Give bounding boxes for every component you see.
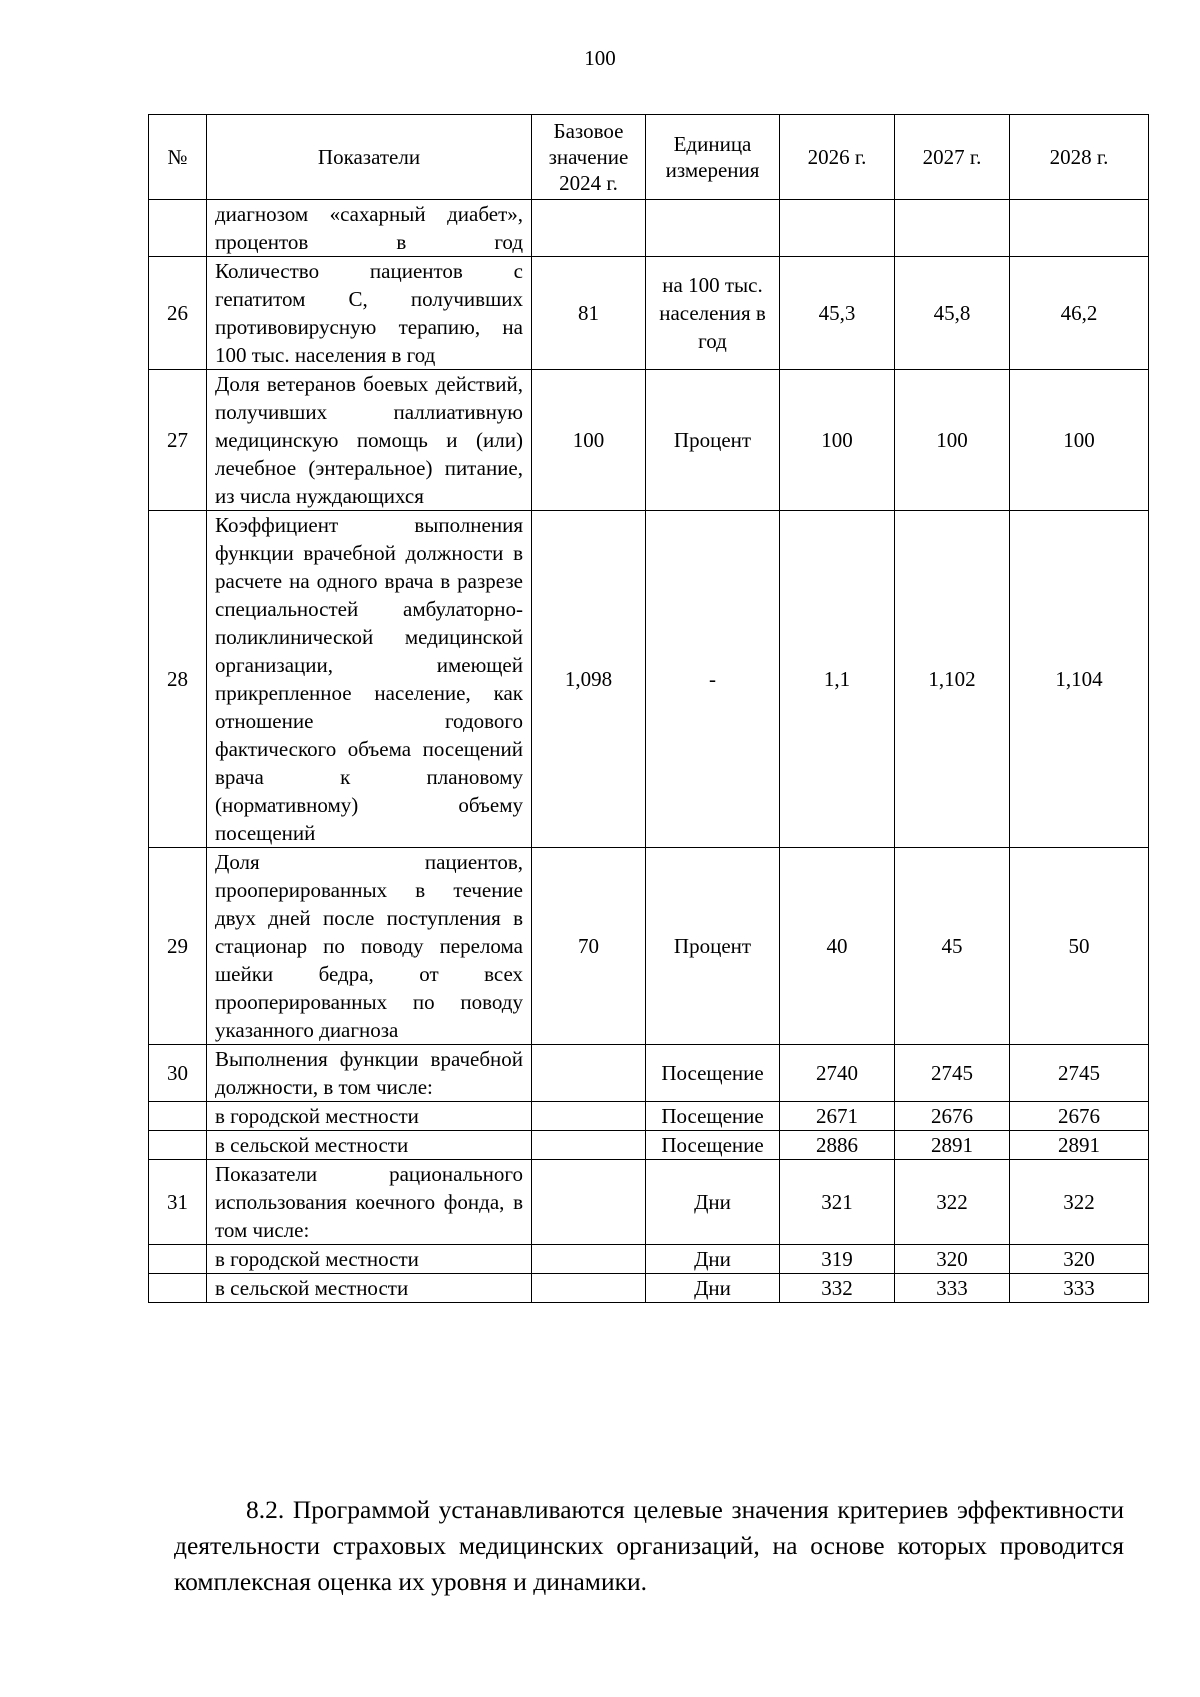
- row-base-value: [532, 1131, 646, 1160]
- row-unit: Посещение: [646, 1102, 780, 1131]
- row-base-value: [532, 1160, 646, 1245]
- row-value-2027: 45,8: [895, 257, 1010, 370]
- row-unit: Процент: [646, 848, 780, 1045]
- table-row: [149, 1131, 1149, 1160]
- row-indicator: Количество пациентов с гепатитом С, получивших противовирусную терапию, на 100 тыс. населения в год: [207, 257, 532, 370]
- row-value-2028: 2891: [1010, 1131, 1149, 1160]
- row-value-2027: 100: [895, 370, 1010, 511]
- row-base-value: 81: [532, 257, 646, 370]
- section-paragraph: 8.2. Программой устанавливаются целевые значения критериев эффективности деятельности страховых медицинских организаций, на основе которых проводится комплексная оценка их уровня и динамики.: [174, 1494, 1124, 1596]
- row-unit: Дни: [646, 1245, 780, 1274]
- row-indicator: Показатели рационального использования коечного фонда, в том числе:: [207, 1160, 532, 1245]
- row-num: [149, 1274, 207, 1303]
- row-value-2026: 45,3: [780, 257, 895, 370]
- row-value-2027: 320: [895, 1245, 1010, 1274]
- row-value-2026: 321: [780, 1160, 895, 1245]
- row-value-2026: 100: [780, 370, 895, 511]
- row-num: 27: [149, 370, 207, 511]
- row-value-2027: 322: [895, 1160, 1010, 1245]
- row-indicator: Доля пациентов, прооперированных в течение двух дней после поступления в стационар по поводу перелома шейки бедра, от всех прооперированных по поводу указанного диагноза: [207, 848, 532, 1045]
- row-value-2027: 2745: [895, 1045, 1010, 1102]
- row-value-2027: 2676: [895, 1102, 1010, 1131]
- row-num: 26: [149, 257, 207, 370]
- header-indicator: Показатели: [207, 115, 532, 200]
- row-value-2028: 100: [1010, 370, 1149, 511]
- row-base-value: 1,098: [532, 511, 646, 848]
- row-value-2026: 2740: [780, 1045, 895, 1102]
- row-unit: на 100 тыс. населения в год: [646, 257, 780, 370]
- row-value-2028: 320: [1010, 1245, 1149, 1274]
- row-indicator: в городской местности: [207, 1102, 532, 1131]
- row-unit: Посещение: [646, 1045, 780, 1102]
- indicators-table: [148, 114, 1149, 1303]
- row-base-value: 70: [532, 848, 646, 1045]
- row-base-value: [532, 1045, 646, 1102]
- row-base-value: [532, 1245, 646, 1274]
- row-value-2027: 45: [895, 848, 1010, 1045]
- row-value-2026: 319: [780, 1245, 895, 1274]
- row-value-2026: 332: [780, 1274, 895, 1303]
- row-value-2026: [780, 200, 895, 257]
- row-base-value: [532, 200, 646, 257]
- row-value-2027: 333: [895, 1274, 1010, 1303]
- row-value-2028: 322: [1010, 1160, 1149, 1245]
- row-base-value: [532, 1102, 646, 1131]
- row-num: [149, 1131, 207, 1160]
- row-value-2026: 2886: [780, 1131, 895, 1160]
- row-base-value: 100: [532, 370, 646, 511]
- row-value-2026: 1,1: [780, 511, 895, 848]
- row-value-2027: 1,102: [895, 511, 1010, 848]
- row-value-2028: 50: [1010, 848, 1149, 1045]
- row-num: 29: [149, 848, 207, 1045]
- row-unit: Посещение: [646, 1131, 780, 1160]
- row-indicator: Коэффициент выполнения функции врачебной должности в расчете на одного врача в разрезе специальностей амбулаторно-поликлинической медицинской организации, имеющей прикрепленное население, как отношение годового фактического объема посещений врача к плановому (нормативному) объему посещений: [207, 511, 532, 848]
- table-row: [149, 1274, 1149, 1303]
- header-base-value: Базовое значение 2024 г.: [532, 115, 646, 200]
- table-row: [149, 1245, 1149, 1274]
- row-unit: [646, 200, 780, 257]
- table-header-row: [149, 115, 1149, 200]
- page-number: 100: [584, 46, 616, 70]
- row-value-2028: [1010, 200, 1149, 257]
- row-num: [149, 200, 207, 257]
- row-value-2028: 46,2: [1010, 257, 1149, 370]
- row-indicator: в сельской местности: [207, 1131, 532, 1160]
- table-row: [149, 848, 1149, 1045]
- table-row: [149, 1160, 1149, 1245]
- row-num: [149, 1102, 207, 1131]
- row-indicator: в сельской местности: [207, 1274, 532, 1303]
- row-value-2026: 2671: [780, 1102, 895, 1131]
- row-value-2028: 2745: [1010, 1045, 1149, 1102]
- table-row: [149, 370, 1149, 511]
- row-unit: Дни: [646, 1160, 780, 1245]
- row-num: 30: [149, 1045, 207, 1102]
- table-row: [149, 200, 1149, 257]
- header-unit: Единица измерения: [646, 115, 780, 200]
- row-num: [149, 1245, 207, 1274]
- row-value-2028: 1,104: [1010, 511, 1149, 848]
- row-unit: Процент: [646, 370, 780, 511]
- row-value-2027: 2891: [895, 1131, 1010, 1160]
- row-num: 28: [149, 511, 207, 848]
- row-indicator: диагнозом «сахарный диабет», процентов в год: [207, 200, 532, 257]
- row-unit: -: [646, 511, 780, 848]
- header-num: №: [149, 115, 207, 200]
- row-value-2028: 333: [1010, 1274, 1149, 1303]
- row-value-2028: 2676: [1010, 1102, 1149, 1131]
- table-row: [149, 1045, 1149, 1102]
- header-2028: 2028 г.: [1010, 115, 1149, 200]
- row-value-2026: 40: [780, 848, 895, 1045]
- row-num: 31: [149, 1160, 207, 1245]
- row-base-value: [532, 1274, 646, 1303]
- row-indicator: Доля ветеранов боевых действий, получивших паллиативную медицинскую помощь и (или) лечебное (энтеральное) питание, из числа нуждающихся: [207, 370, 532, 511]
- row-indicator: в городской местности: [207, 1245, 532, 1274]
- table-row: [149, 1102, 1149, 1131]
- header-2027: 2027 г.: [895, 115, 1010, 200]
- row-indicator: Выполнения функции врачебной должности, в том числе:: [207, 1045, 532, 1102]
- row-unit: Дни: [646, 1274, 780, 1303]
- table-row: [149, 257, 1149, 370]
- table-row: [149, 511, 1149, 848]
- header-2026: 2026 г.: [780, 115, 895, 200]
- row-value-2027: [895, 200, 1010, 257]
